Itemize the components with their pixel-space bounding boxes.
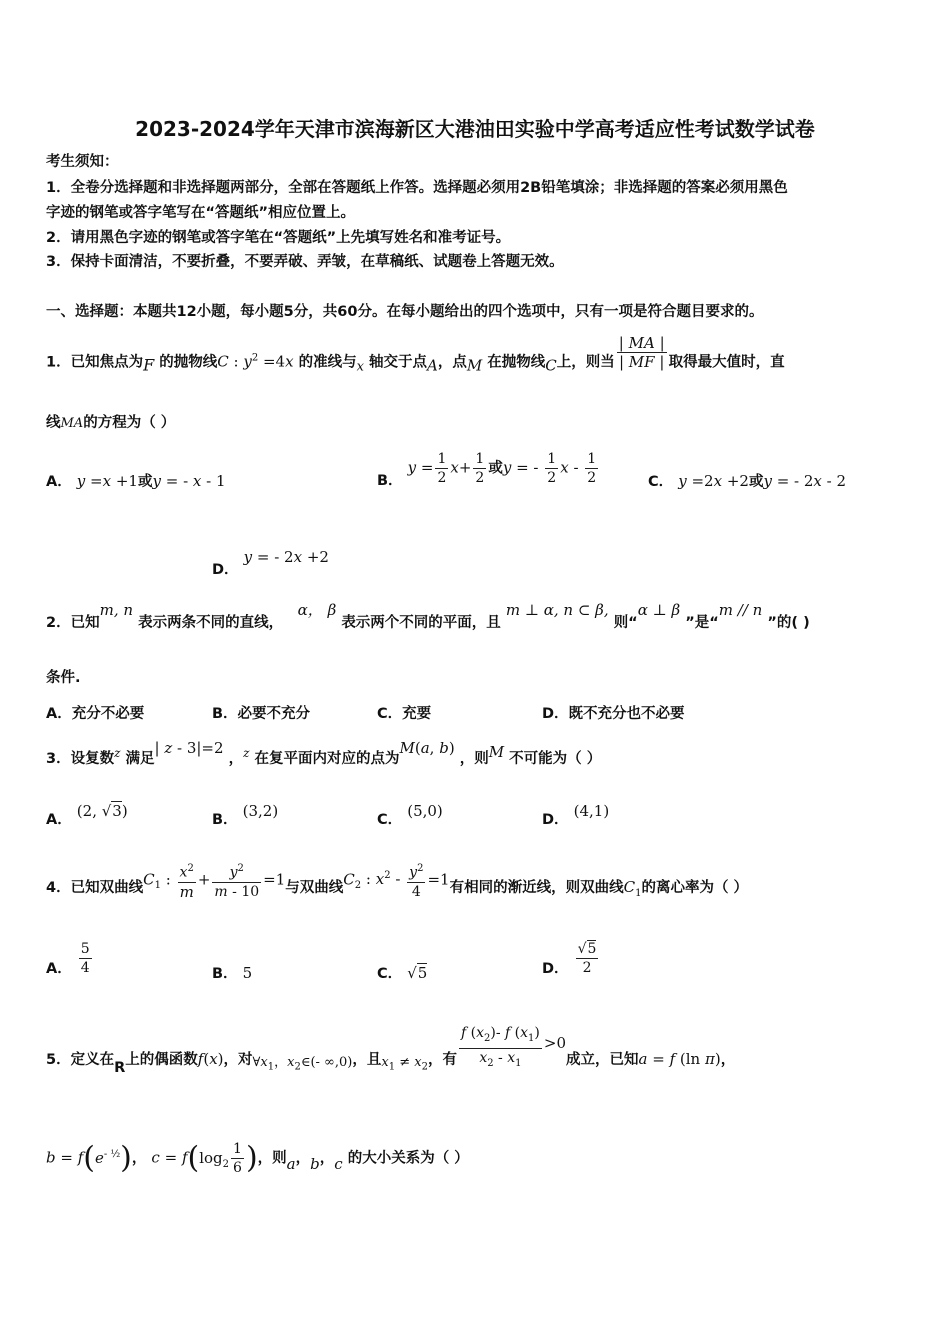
q5-text: 上的偶函数	[125, 1052, 198, 1069]
q1-text: 轴交于点	[369, 354, 428, 371]
q4-option-d[interactable]: D． $\frac{√5}{2}$	[542, 941, 597, 977]
q2-text: ”的( )	[767, 615, 810, 631]
q2-text: 2．已知	[46, 615, 100, 631]
q3-option-d[interactable]	[542, 800, 610, 828]
q5-text: 的大小关系为（ ）	[347, 1150, 469, 1167]
q2-text: 则“	[613, 615, 638, 631]
q1-text: 的抛物线	[159, 354, 218, 371]
option-label: C．	[377, 812, 403, 828]
question-2-line-2: 条件.	[46, 670, 81, 686]
q4-text: 的离心率为（ ）	[641, 880, 749, 897]
option-label: B．	[212, 812, 238, 828]
q1-text: 线	[46, 415, 61, 431]
q4-option-c[interactable]: C． √5	[377, 964, 428, 982]
q1-text: 取得最大值时，直	[668, 354, 785, 371]
option-label: D．	[542, 812, 569, 828]
or-word: 或	[748, 474, 764, 490]
option-label: D．	[212, 562, 239, 578]
or-word: 或	[137, 474, 153, 490]
q2-option-b[interactable]: B．必要不充分	[212, 706, 311, 722]
question-3: 3．设复数$^z$ 满足| z - 3|=2 ，$^z$ 在复平面内对应的点为M(a, b) ，则M 不可能为（ ）	[46, 739, 602, 767]
q2-option-c[interactable]: C．充要	[377, 706, 432, 722]
q1-text: ，点	[437, 354, 467, 371]
q2-option-a[interactable]: A．充分不必要	[46, 706, 145, 722]
q3-text: ，则	[459, 751, 489, 767]
notice-header: 考生须知：	[46, 154, 119, 170]
q3-text: 3．设复数	[46, 751, 115, 767]
option-label: C．	[377, 966, 403, 982]
q1-text: 的准线与	[298, 354, 357, 371]
q2-text: 表示两条不同的直线，	[138, 615, 284, 631]
q1-option-b[interactable]: B． y = $\frac{1}{2}$ x+ $\frac{1}{2}$ 或y = - $\frac{1}{2}$ x - $\frac{1}{2}$	[377, 451, 597, 489]
option-label: A．	[46, 812, 72, 828]
question-2: 2．已知m, n 表示两条不同的直线， α， β 表示两个不同的平面，且 m ⊥ α, n ⊂ β, 则“α ⊥ β ”是“m // n ”的( )	[46, 601, 810, 631]
q1-option-c[interactable]: C． y =2x +2或y = - 2x - 2	[648, 472, 847, 490]
question-4: 4．已知双曲线$C_1$ : $\frac{x^2}{m}$ + $\frac{y^2}{m - 10}$ =1与双曲线$C_2$ : $x^2$ - $\frac{y^2}{4}$ =1有相同的渐近线，则双曲线$C_1$的离心率为（ ）	[46, 860, 748, 901]
q1-text: 上，则当	[556, 354, 615, 371]
q2-text: ”是“	[685, 615, 719, 631]
q5-text: ，有	[427, 1052, 457, 1069]
real-set-symbol: R	[114, 1060, 126, 1077]
option-label: C．	[648, 474, 674, 490]
option-value: (3,2)	[242, 802, 279, 820]
q5-text: ，且	[352, 1052, 382, 1069]
q1-option-d[interactable]: D． y = - 2x +2	[212, 548, 329, 578]
q5-text: 成立，已知	[566, 1052, 639, 1069]
q3-option-c[interactable]	[377, 800, 443, 828]
q3-text: 在复平面内对应的点为	[254, 751, 400, 767]
q5-text: ，对	[223, 1052, 253, 1069]
or-word: 或	[488, 460, 503, 477]
notice-item-3: 3．保持卡面清洁，不要折叠，不要弄破、弄皱，在草稿纸、试题卷上答题无效。	[46, 254, 564, 270]
option-label: A．	[46, 960, 72, 977]
q1-text: 在抛物线	[487, 354, 546, 371]
q4-text: 4．已知双曲线	[46, 880, 144, 897]
question-1-line-2: 线MA的方程为（ ）	[46, 415, 176, 431]
notice-item-2: 2．请用黑色字迹的钢笔或答字笔在“答题纸”上先填写姓名和准考证号。	[46, 230, 511, 246]
q3-text: 不可能为（ ）	[509, 751, 602, 767]
q3-option-b[interactable]	[212, 800, 279, 828]
question-1: 1．已知焦点为F 的抛物线C : $y^2 =4x$ 的准线与x 轴交于点A，点M 在抛物线C上，则当 $\frac{| MA |}{| MF |}$ 取得最大值时，直	[46, 334, 785, 375]
q1-text: 1．已知焦点为	[46, 354, 144, 371]
q4-option-a[interactable]: A． $\frac{5}{4}$	[46, 941, 90, 977]
q2-option-d[interactable]: D．既不充分也不必要	[542, 706, 685, 722]
q4-option-b[interactable]: B． 5	[212, 964, 253, 982]
option-label: A．	[46, 474, 72, 490]
q5-text: 5．定义在	[46, 1052, 115, 1069]
question-5-line-2: $b = f(e^{- \frac{1}{2}})$， $c = f(\log_2$ $\frac{1}{6}$ )，则a，b，c 的大小关系为（ ）	[46, 1140, 469, 1176]
q3-option-a[interactable]: A． (2, √3)	[46, 802, 128, 828]
page-title: 2023-2024学年天津市滨海新区大港油田实验中学高考适应性考试数学试卷	[135, 117, 815, 141]
option-label: B．	[377, 472, 403, 489]
q4-text: 与双曲线	[285, 880, 344, 897]
notice-item-1-cont: 字迹的钢笔或答字笔写在“答题纸”相应位置上。	[46, 205, 356, 221]
q1-option-a[interactable]: A． y =x +1或y = - x - 1	[46, 472, 226, 490]
q3-text: 满足	[125, 751, 155, 767]
q5-text: ，则	[257, 1150, 287, 1167]
q2-text: 表示两个不同的平面，且	[341, 615, 501, 631]
option-label: D．	[542, 960, 569, 977]
option-label: B．	[212, 966, 238, 982]
section-1-heading: 一、选择题：本题共12小题，每小题5分，共60分。在每小题给出的四个选项中，只有一项是符合题目要求的。	[46, 304, 764, 320]
q1-text: 的方程为（ ）	[83, 415, 176, 431]
option-value: (5,0)	[407, 802, 443, 820]
q4-text: 有相同的渐近线，则双曲线	[449, 880, 624, 897]
notice-item-1: 1．全卷分选择题和非选择题两部分，全部在答题纸上作答。选择题必须用2B铅笔填涂；非选择题的答案必须用黑色	[46, 180, 788, 196]
question-5: 5．定义在R上的偶函数f(x)，对$\forall x_1$，$x_2\in(-$ ∞,0)，且$x_1 \ne x_2$，有 $\frac{f (x_2)- f (x_1)}{x_2 - x_1}$ >0成立，已知a = f (ln π)，	[46, 1025, 736, 1077]
q3-text: ，	[228, 751, 244, 767]
option-value: (4,1)	[573, 802, 610, 820]
